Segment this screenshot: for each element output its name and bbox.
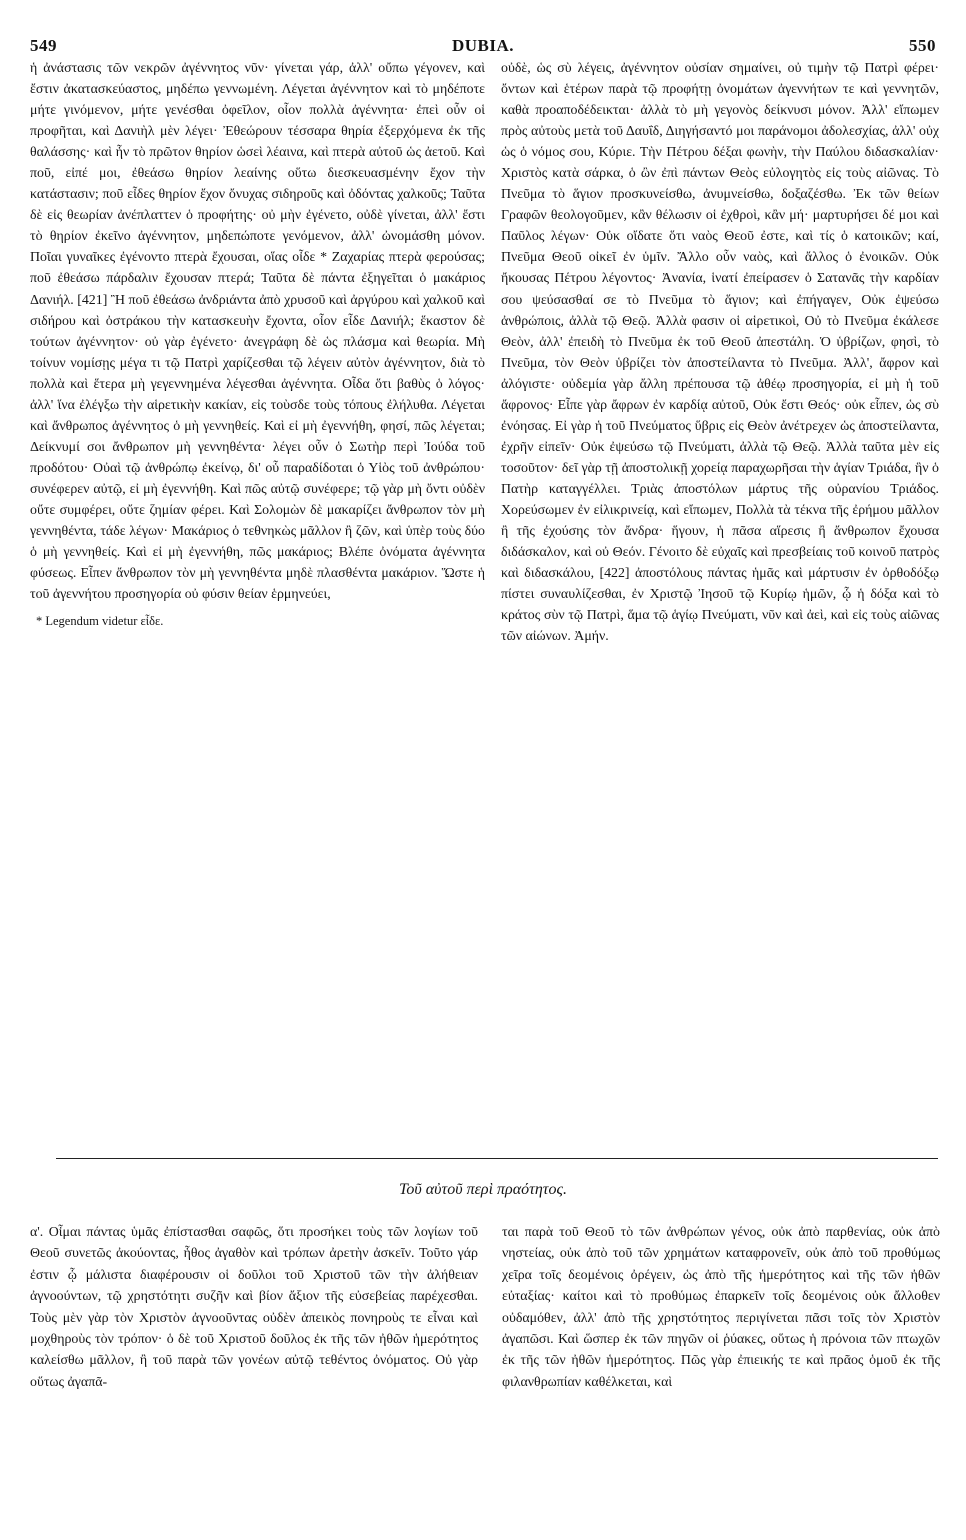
section-column-right [502,1222,940,1393]
footnote: * Legendum videtur εἶδε. [36,614,164,629]
page-number-right: 550 [909,36,936,55]
paragraph: ἡ ἀνάστασις τῶν νεκρῶν ἀγέννητος νῦν· γίνεται γάρ, ἀλλ' οὔπω γέγονεν, καὶ ἔστιν ἀκατασκεύαστος, μηδέπω γεννωμένη. Λέγεται ἀγέννητον καὶ τὸ μηδέποτε μήτε γινόμενον, μήτε γενέσθαι ὀφεῖλον, οἷον πολλὰ ἀγέννητα· ἐπεὶ οὖν οἱ προφῆται, καὶ Δανιὴλ μὲν λέγει· Ἐθεώρουν τέσσαρα θηρία ἐξερχόμενα ἐκ τῆς θαλάσσης· καὶ ἦν τὸ πρῶτον θηρίον ὡσεὶ λέαινα, καὶ πτερὰ αὐτοῦ ὡς ἀετοῦ. Καὶ ποῦ, εἰπέ μοι, ἐθεάσω θηρίον λεαίνης οὕτω διεσκευασμένην ἔχον τὴν κατάστασιν; ποῦ εἶδες θηρίον ἔχον ὄνυχας σιδηροῦς καὶ ὀδόντας χαλκοῦς; Ταῦτα δὲ εἰς θεωρίαν ἀνέπλαττεν ὁ προφήτης· οὐ μὴν ἐγένετο, οὐδὲ γίνεται, ἀλλ' ἔστι τὸ θηρίον ἐκεῖνο ἀγέννητον, μηδεπώποτε γενόμενον, ἀλλ' ὠνομάσθη μόνον. Ποῖαι γυναῖκες ἐγένοντο πτερὰ ἔχουσαι, οἵας οἶδε * Ζαχαρίας πτερὰ φερούσας; ποῦ ἐθεάσω πάρδαλιν ἔχουσαν πτερά; Ταῦτα δὲ πάντα ἐξηγεῖται ὁ μακάριος Δανιήλ. [421] Ἢ ποῦ ἐθεάσω ἀνδριάντα ἀπὸ χρυσοῦ καὶ ἀργύρου καὶ χαλκοῦ καὶ σιδήρου καὶ ὀστράκου τὴν κατασκευὴν ἔχοντα, οἷον εἶδε Δανιήλ; ἕκαστον δὲ τούτων ἀγέννητον· οὐ γὰρ ἐγένετο· ἀνεγράφη δὲ ὡς πλάσμα καὶ θεωρία. Μὴ τοίνυν νομίσῃς μέγα τι τῷ Πατρὶ χαρίζεσθαι τῷ λέγειν αὐτὸν ἀγέννητον, διὰ τὸ πολλὰ καὶ ἕτερα μὴ γεγεννημένα λέγεσθαι ἀγέννητα. Οἶδα ὅτι βαθὺς ὁ λόγος· ἀλλ' ἵνα ἐλέγξω τὴν αἱρετικὴν κακίαν, εἰς τοὺσδε τοὺς τόπους ἐλήλυθα. Λέγεται καὶ ἄνθρωπος ἀγέννητος ὁ μὴ γεννηθείς. Καὶ εἰ μὴ ἐγεννήθη, φησί, πῶς λέγεται; Δείκνυμί σοι ἄνθρωπον μὴ γεννηθέντα· λέγει οὖν ὁ Σωτὴρ περὶ Ἰούδα τοῦ προδότου· Οὐαὶ τῷ ἀνθρώπῳ ἐκείνῳ, δι' οὗ παραδίδοται ὁ Υἱὸς τοῦ ἀνθρώπου· συνέφερεν αὐτῷ, εἰ μὴ ἐγεννήθη. Καὶ πῶς αὐτῷ συνέφερε; τῷ γὰρ μὴ ὄντι οὐδὲν οὔτε συμφέρει, οὔτε ζημίαν φέρει. Καὶ Σολομὼν δὲ μακαρίζει ἄνθρωπον τὸν μὴ γεννηθέντα, τάδε λέγων· Μακάριος ὁ τεθνηκὼς μᾶλλον ἢ ζῶν, καὶ ὑπὲρ τοὺς δύο ὁ μὴ γεννηθείς. Καὶ εἰ μὴ ἐγεννήθη, πῶς μακάριος; Βλέπε ὀνόματα ἀγέννητα φύσεως. Εἶπεν ἄνθρωπον τὸν μὴ γεννηθέντα μηδὲ πλασθέντα μακάριον. Ὥστε ἡ τοῦ ἀγεννήτου προσηγορία οὐ φύσιν θείαν ἑρμηνεύει, [30,61,485,603]
paragraph: ται παρὰ τοῦ Θεοῦ τὸ τῶν ἀνθρώπων γένος, οὐκ ἀπὸ παρθενίας, οὐκ ἀπὸ νηστείας, οὐκ ἀπὸ τοῦ τῶν χρημάτων καταφρονεῖν, οὐκ ἀπὸ τοῦ προθύμως χεῖρα τοῖς δεομένοις ὀρέγειν, ὡς ἀπὸ τῆς ἡμερότητος καὶ τῆς τῶν ἠθῶν εὐταξίας· καίτοι καὶ τὸ προθύμως ἐπαρκεῖν τοῖς δεομένοις οὐκ ἄλλοθεν οὐδαμόθεν, ἀλλ' ἀπὸ τῆς χρηστότητος περιγίνεται πᾶσι τοῖς τὸν Χριστὸν ἀγαπῶσι. Καὶ ὥσπερ ἐκ τῶν πηγῶν οἱ ῥύακες, οὕτως ἡ πρόνοια τῶν πτωχῶν ἐκ τῆς τῶν ἠθῶν ἡμερότητος. Πῶς γὰρ ἐπιεικής τε καὶ πρᾶος ὁμοῦ ἐκ τῆς φιλανθρωπίαν καθέλκεται, καὶ [502,1225,940,1390]
page-number-left: 549 [30,36,57,55]
text-column-left [30,58,485,632]
section-title: Τοῦ αὐτοῦ περὶ πραότητος. [398,1181,568,1198]
paragraph: α'. Οἶμαι πάντας ὑμᾶς ἐπίστασθαι σαφῶς, ὅτι προσήκει τοὺς τῶν λογίων τοῦ Θεοῦ συνετῶς ἀκούοντας, ἦθος ἀγαθὸν καὶ τρόπων ἀρετὴν ἀσκεῖν. Τοῦτο γάρ ἐστιν ᾧ μάλιστα διαφέρουσιν οἱ δοῦλοι τοῦ Χριστοῦ τῶν τὴν ἀλήθειαν ἀγνοούντων, τῷ χρηστότητι συζῆν καὶ βίον ἄξιον τῆς εὐσεβείας παρέχεσθαι. Τοὺς μὲν γὰρ τὸν Χριστὸν ἀγνοοῦντας οὐδὲν ἀπεικὸς πονηροὺς τε εἶναι καὶ μοχθηροὺς τὸν τρόπον· ὁ δὲ τοῦ Χριστοῦ δοῦλος ἐκ τῆς τῶν ἠθῶν ἡμερότητος καλείσθω μᾶλλον, ἢ τοῦ παρὰ τῶν γονέων αὐτῷ τεθέντος ὀνόματος. Οὐ γὰρ οὕτως ἀγαπᾶ- [30,1225,478,1390]
running-title: DUBIA. [451,36,515,55]
text-column-right [501,58,939,647]
paragraph: οὐδὲ, ὡς σὺ λέγεις, ἀγέννητον οὐσίαν σημαίνει, οὐ τιμὴν τῷ Πατρὶ φέρει· ὄντων καὶ ἑτέρων παρὰ τῷ προφήτῃ ὀνομάτων ἀγεννήτων τε καὶ γεννητῶν, καθὰ προαποδέδεικται· ἀλλὰ τὸ μὴ γεγονὸς δείκνυσι μόνον. Ἀλλ' εἴπωμεν πρὸς αὐτοὺς μετὰ τοῦ Δαυΐδ, Διηγήσαντό μοι παράνομοι ἀδολεσχίας, ἀλλ' οὐχ ὡς ὁ νόμος σου, Κύριε. Τὴν Πέτρου δέξαι φωνὴν, τὴν Παύλου διδασκαλίαν· Χριστὸς κατὰ σάρκα, ὁ ὢν ἐπὶ πάντων Θεὸς εὐλογητὸς εἰς τοὺς αἰῶνας. Τὸ Πνεῦμα τὸ ἅγιον προσκυνείσθω, ἀνυμνείσθω, δοξαζέσθω. Ἐκ τῶν θείων Γραφῶν θεολογοῦμεν, κἂν θέλωσιν οἱ ἐχθροὶ, κἂν μή· μαρτυρήσει δέ μοι καὶ Παῦλος λέγων· Οὐκ οἴδατε ὅτι ναὸς Θεοῦ ἐστε, καὶ τίς ὁ κατοικῶν; καί, Πνεῦμα Θεοῦ οἰκεῖ ἐν ὑμῖν. Ἄλλο οὖν ναὸς, καὶ ἄλλος ὁ ἐνοικῶν. Οὐκ ἤκουσας Πέτρου λέγοντος· Ἀνανία, ἱνατί ἐπείρασεν ὁ Σατανᾶς τὴν καρδίαν σου ψεύσασθαί σε τὸ Πνεῦμα τὸ ἅγιον; καὶ ἐπήγαγεν, Οὐκ ἐψεύσω ἀνθρώποις, ἀλλὰ τῷ Θεῷ. Ἀλλὰ φασιν οἱ αἱρετικοὶ, Οὐ τὸ Πνεῦμα ἐκάλεσε Θεὸν, ἀλλ' ἐπειδὴ τὸ Πνεῦμα ἐκ τοῦ Θεοῦ ἀπεστάλη. Ὁ ὑβρίζων, φησὶ, τὸ Πνεῦμα, τὸν Θεὸν ὑβρίζει τὸν ἀποστείλαντα τὸ Πνεῦμα. Ἀλλ', ἄφρον καὶ ἀλόγιστε· οὐδεμία γὰρ ἄλλη πρέπουσα τῷ ἀθέῳ προσηγορία, εἰ μὴ ἡ τοῦ ἄφρονος· Εἶπε γὰρ ἄφρων ἐν καρδίᾳ αὐτοῦ, Οὐκ ἔστι Θεός· οὐκ εἶπεν, ὡς σὺ ἐνόησας. Εἰ γὰρ ἡ τοῦ Πνεύματος ὕβρις εἰς Θεὸν ἀνέτρεχεν ὡς ἀποστείλαντα, ἐχρῆν εἰπεῖν· Οὐκ ἐψεύσω τῷ Πνεύματι, ἀλλὰ τῷ Θεῷ. Ἀλλὰ ταῦτα μὲν εἰς τοσοῦτον· δεῖ γὰρ τῇ ἀποστολικῇ χορείᾳ παραχωρῆσαι τὴν ἁγίαν Τριάδα, ἣν ὁ Πατὴρ καταγγέλλει. Τριὰς ἀποστόλων μάρτυς τῆς οὐρανίου Τριάδος. Χορεύσωμεν ἐν εἰλικρινείᾳ, καὶ εἴπωμεν, Πολλὰ τὰ τέκνα τῆς ἐρήμου μᾶλλον ἢ τῆς ἐχούσης τὸν ἄνδρα· ἥγουν, ἡ πᾶσα αἵρεσις ἢ ἄνθρωπον ἔχουσα διδάσκαλον, καὶ οὐ Θεόν. Γένοιτο δὲ εὐχαῖς καὶ πρεσβείαις τοῦ κοινοῦ πατρὸς καὶ διδασκάλου, [422] ἀποστόλους πάντας ἡμᾶς καὶ μάρτυσιν ἐν ὀρθοδόξῳ πίστει συναυλίζεσθαι, ἐν Χριστῷ Ἰησοῦ τῷ Κυρίῳ ἡμῶν, ᾧ ἡ δόξα καὶ τὸ κράτος σὺν τῷ Πατρὶ, ἅμα τῷ ἁγίῳ Πνεύματι, νῦν καὶ ἀεὶ, καὶ εἰς τοὺς αἰῶνας τῶν αἰώνων. Ἀμήν. [501,61,939,645]
section-divider [56,1158,938,1159]
section-column-left [30,1222,478,1393]
